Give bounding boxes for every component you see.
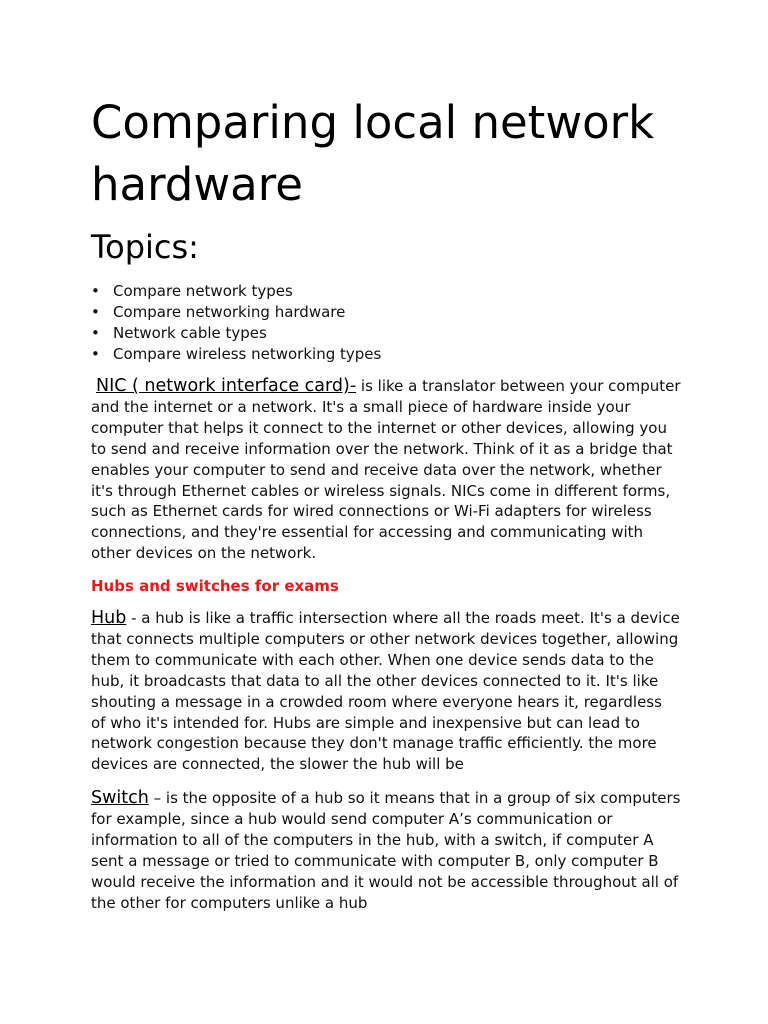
switch-term: Switch [91, 788, 149, 808]
bullet-icon: • [91, 303, 100, 321]
hub-description: - a hub is like a traffic intersection where all the roads meet. It's a device that connects multiple computers or other network devices together, allowing them to communicate with each other. When one device sends data to the hub, it broadcasts that data to all the other devices connected to it. It's like shouting a message in a crowded room where everyone hears it, regardless of who it's intended for. Hubs are simple and inexpensive but can lead to network congestion because they don't manage traffic efficiently. the more devices are connected, the slower the hub will be [91, 609, 680, 774]
nic-paragraph [91, 376, 681, 564]
document-title: Comparing local network hardware [91, 96, 655, 211]
switch-description: – is the opposite of a hub so it means that in a group of six computers for example, since a hub would send computer A’s communication or information to all of the computers in the hub, with a switch, if computer A sent a message or tried to communicate with computer B, only computer B would receive the information and it would not be accessible throughout all of the other for computers unlike a hub [91, 789, 681, 912]
bullet-icon: • [91, 345, 100, 363]
topic-label: Compare networking hardware [113, 303, 346, 321]
hub-term: Hub [91, 608, 127, 628]
topics-list [91, 281, 681, 365]
topic-label: Compare wireless networking types [113, 345, 382, 363]
switch-paragraph [91, 788, 681, 913]
topic-label: Network cable types [113, 324, 267, 342]
nic-term: NIC ( network interface card)- [96, 376, 357, 396]
bullet-icon: • [91, 324, 100, 342]
bullet-icon: • [91, 282, 100, 300]
exam-heading: Hubs and switches for exams [91, 577, 339, 595]
hub-paragraph [91, 608, 681, 775]
list-item [91, 281, 681, 302]
topics-heading: Topics: [91, 228, 199, 266]
list-item [91, 323, 681, 344]
list-item [91, 302, 681, 323]
nic-description: is like a translator between your computer and the internet or a network. It's a small piece of hardware inside your computer that helps it connect to the internet or other devices, allowing you to send and receive information over the network. Think of it as a bridge that enables your computer to send and receive data over the network, whether it's through Ethernet cables or wireless signals. NICs come in different forms, such as Ethernet cards for wired connections or Wi-Fi adapters for wireless connections, and they're essential for accessing and communicating with other devices on the network. [91, 377, 681, 563]
list-item [91, 344, 681, 365]
topic-label: Compare network types [113, 282, 293, 300]
